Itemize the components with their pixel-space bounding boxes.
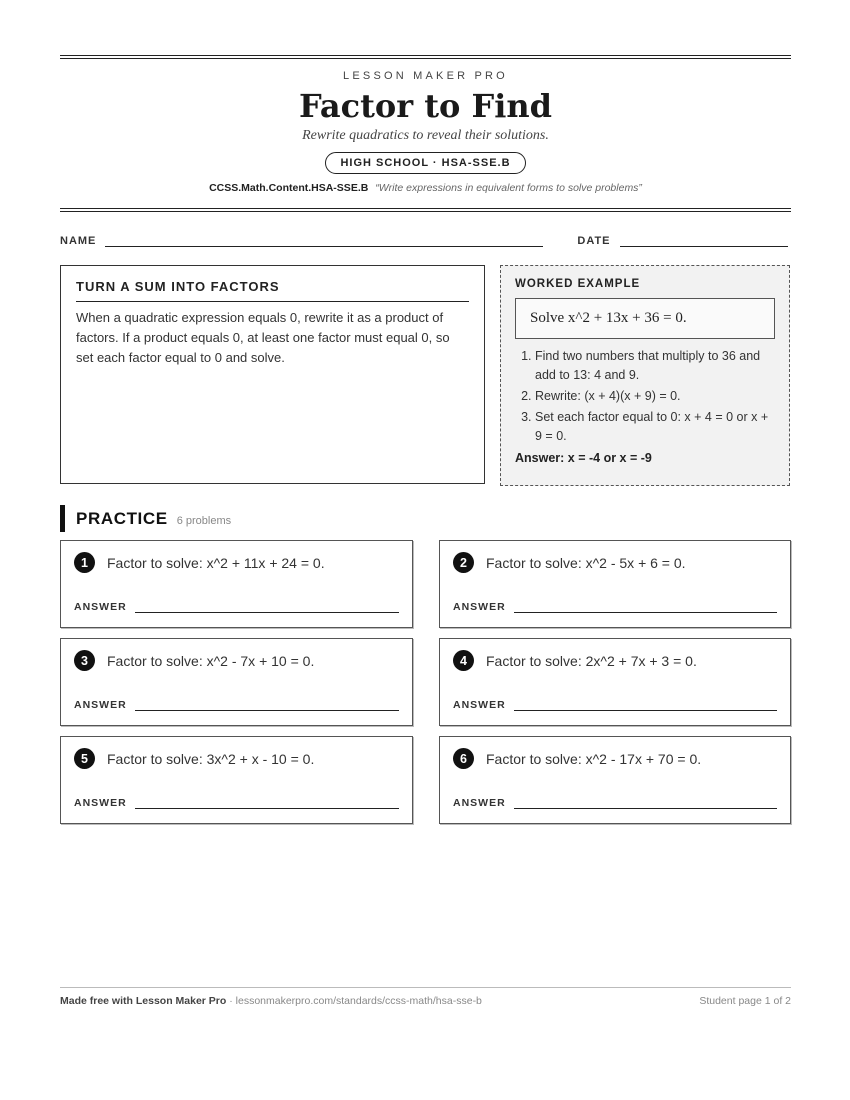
answer-label: ANSWER [453, 699, 506, 711]
practice-count: 6 problems [176, 515, 232, 527]
practice-title: PRACTICE [76, 509, 168, 528]
answer-field[interactable] [135, 798, 399, 809]
concept-heading: TURN A SUM INTO FACTORS [76, 279, 469, 302]
problem-text: Factor to solve: x^2 - 5x + 6 = 0. [486, 554, 686, 571]
problem-card-5 [60, 736, 413, 824]
worked-example-problem: Solve x^2 + 13x + 36 = 0. [515, 298, 775, 339]
problem-number-badge: 1 [74, 552, 95, 573]
problem-number-badge: 3 [74, 650, 95, 671]
problem-card-6 [439, 736, 791, 824]
answer-field[interactable] [514, 798, 777, 809]
problem-card-4 [439, 638, 791, 726]
name-label: NAME [60, 235, 97, 247]
problem-text: Factor to solve: x^2 + 11x + 24 = 0. [107, 554, 325, 571]
standard-code: CCSS.Math.Content.HSA-SSE.B [209, 182, 369, 194]
standard-description: “Write expressions in equivalent forms to solve problems” [375, 182, 642, 194]
worked-example-heading: WORKED EXAMPLE [515, 278, 641, 290]
name-date-row [60, 231, 791, 247]
problem-number-badge: 5 [74, 748, 95, 769]
footer-url[interactable]: · lessonmakerpro.com/standards/ccss-math/hsa-sse-b [226, 995, 482, 1007]
problem-card-3 [60, 638, 413, 726]
problem-card-1 [60, 540, 413, 628]
problem-number-badge: 4 [453, 650, 474, 671]
footer-page-number: Student page 1 of 2 [699, 995, 791, 1007]
worked-example-step: 2. Rewrite: (x + 4)(x + 9) = 0. [535, 387, 775, 406]
footer-credit [60, 995, 482, 1007]
answer-label: ANSWER [74, 601, 127, 613]
header-double-rule [60, 208, 791, 212]
answer-label: ANSWER [453, 601, 506, 613]
answer-label: ANSWER [453, 797, 506, 809]
worksheet-page [60, 55, 791, 824]
standard-line [60, 182, 791, 194]
worked-example-answer: Answer: x = -4 or x = -9 [515, 451, 652, 465]
footer-made-with: Made free with Lesson Maker Pro [60, 995, 227, 1007]
problem-text: Factor to solve: 2x^2 + 7x + 3 = 0. [486, 652, 697, 669]
worked-example-box [500, 265, 790, 486]
worked-example-steps [515, 347, 775, 446]
problem-card-2 [439, 540, 791, 628]
answer-field[interactable] [514, 700, 777, 711]
page-footer [60, 987, 791, 1007]
problem-number-badge: 2 [453, 552, 474, 573]
name-field[interactable] [105, 234, 543, 247]
answer-label: ANSWER [74, 699, 127, 711]
grade-standard-badge: HIGH SCHOOL · HSA-SSE.B [325, 152, 525, 174]
practice-header [60, 505, 791, 532]
answer-field[interactable] [135, 602, 399, 613]
worksheet-header [60, 59, 791, 194]
problem-text: Factor to solve: x^2 - 17x + 70 = 0. [486, 750, 702, 767]
brand-name: LESSON MAKER PRO [343, 70, 508, 82]
answer-label: ANSWER [74, 797, 127, 809]
page-title: Factor to Find [298, 87, 553, 125]
answer-field[interactable] [514, 602, 777, 613]
problem-text: Factor to solve: x^2 - 7x + 10 = 0. [107, 652, 315, 669]
problem-text: Factor to solve: 3x^2 + x - 10 = 0. [107, 750, 315, 767]
problem-number-badge: 6 [453, 748, 474, 769]
page-subtitle: Rewrite quadratics to reveal their solutions. [302, 128, 549, 143]
worked-example-step: 3. Set each factor equal to 0: x + 4 = 0 or x + 9 = 0. [535, 408, 775, 446]
answer-field[interactable] [135, 700, 399, 711]
intro-row [60, 265, 791, 486]
concept-box [60, 265, 485, 484]
date-field[interactable] [620, 234, 788, 247]
practice-grid [60, 540, 791, 824]
worked-example-step: 1. Find two numbers that multiply to 36 and add to 13: 4 and 9. [535, 347, 775, 385]
date-label: DATE [577, 235, 611, 247]
concept-text: When a quadratic expression equals 0, rewrite it as a product of factors. If a product equals 0, at least one factor must equal 0, so set each factor equal to 0 and solve. [76, 310, 450, 365]
